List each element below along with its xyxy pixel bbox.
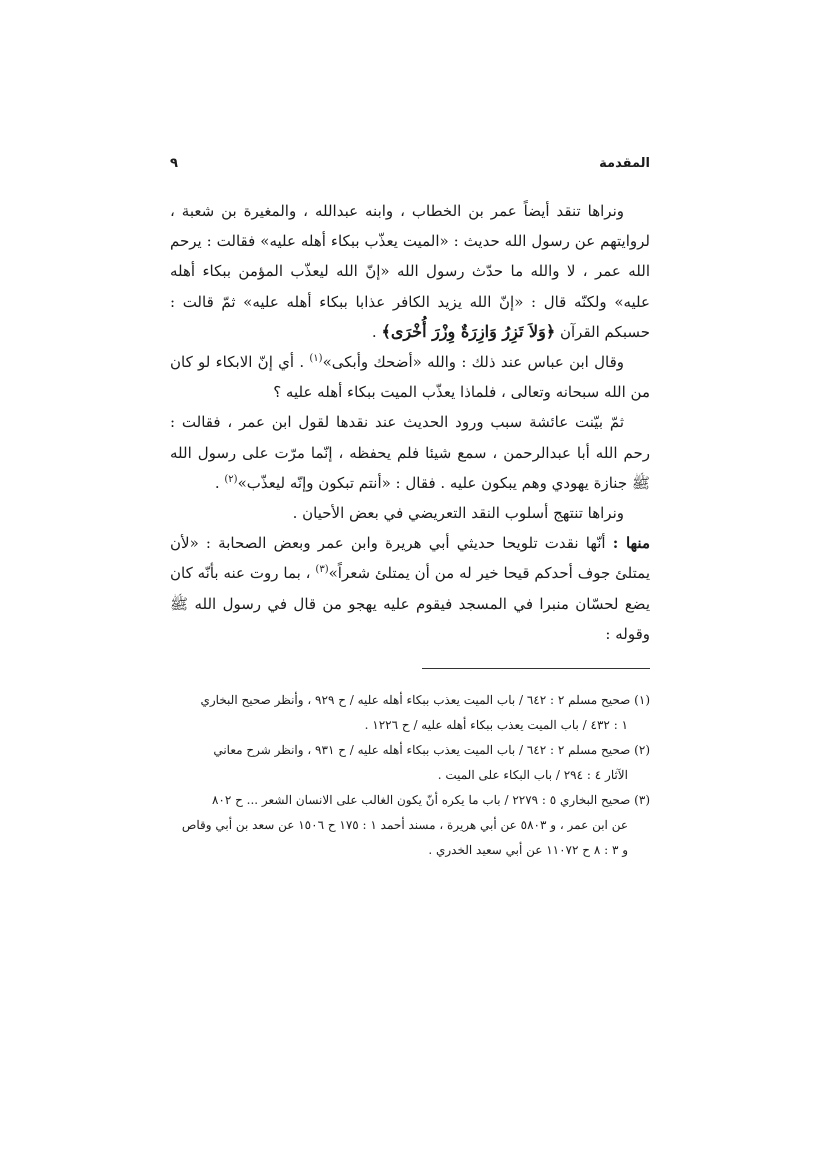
p5-line-2b: ، بما روت عنه بأنّه كان bbox=[170, 564, 316, 583]
paragraph-2 bbox=[170, 347, 650, 407]
footnote-3 bbox=[170, 788, 650, 863]
p1-line-3: الله عمر ، لا والله ما حدّث رسول الله «إنّ الله ليعذّب المؤمن ببكاء أهله عليه» bbox=[170, 262, 650, 311]
footnotes bbox=[170, 688, 650, 863]
p5-line-3: يضع لحسّان منبرا في المسجد فيقوم عليه يهجو من قال في رسول الله ﷺ وقوله : bbox=[170, 594, 650, 643]
page-number: ٩ bbox=[170, 155, 178, 171]
paragraph-1 bbox=[170, 196, 650, 347]
footnote-ref-2[interactable]: (٢) bbox=[224, 473, 238, 485]
main-text bbox=[170, 196, 650, 649]
p5-line-2a: يمتلئ جوف أحدكم قيحا خير له من أن يمتلئ شعراً» bbox=[328, 564, 650, 583]
paragraph-5 bbox=[170, 528, 650, 649]
footnote-3-line-3: و ٣ : ٨ ح ١١٠٧٢ عن أبي سعيد الخدري . bbox=[428, 843, 628, 857]
footnote-ref-1[interactable]: (١) bbox=[309, 353, 323, 365]
p3-line-3b: . bbox=[214, 473, 225, 492]
p2-line-1a: وقال ابن عباس عند ذلك : والله «أضحك وأبكى» bbox=[322, 353, 624, 372]
running-header bbox=[170, 150, 650, 176]
paragraph-3 bbox=[170, 407, 650, 498]
p3-line-1: ثمّ بيّنت عائشة سبب ورود الحديث عند نقدها لقول ابن عمر ، فقالت : bbox=[170, 413, 624, 432]
footnote-2-line-2: الآثار ٤ : ٢٩٤ / باب البكاء على الميت . bbox=[437, 768, 628, 782]
p3-line-2: رحم الله أبا عبدالرحمن ، سمع شيئا فلم يحفظه ، إنّما مرّت على رسول الله ﷺ bbox=[170, 443, 650, 492]
chapter-title: المقدمة bbox=[599, 155, 650, 171]
p1-line-2: لروايتهم عن رسول الله حديث : «الميت يعذّب ببكاء أهله عليه» فقالت : يرحم bbox=[170, 232, 650, 251]
p2-line-1b: . أي إنّ الابكاء لو bbox=[198, 353, 310, 372]
footnote-1 bbox=[170, 688, 650, 738]
p4-line-1: ونراها تنتهج أسلوب النقد التعريضي في بعض الأحيان . bbox=[292, 504, 624, 523]
p5-lead-word: منها : bbox=[612, 534, 650, 553]
p1-line-4: ولكنّه قال : «إنّ الله يزيد الكافر عذابا ببكاء أهله عليه» ثمّ قالت : حسبكم القرآن bbox=[170, 292, 650, 341]
quran-verse: ﴿وَلاَ تَزِرُ وَازِرَةٌ وِزْرَ أُخْرَى﴾ bbox=[381, 321, 556, 341]
footnote-1-line-2: ١ : ٤٣٢ / باب الميت يعذب ببكاء أهله عليه / ح ١٢٢٦ . bbox=[364, 718, 628, 732]
paragraph-4 bbox=[170, 498, 650, 528]
footnote-ref-3[interactable]: (٣) bbox=[315, 564, 329, 576]
p5-line-1: أنّها نقدت تلويحا حديثي أبي هريرة وابن عمر وبعض الصحابة : «لأن bbox=[170, 534, 613, 553]
footnote-3-line-2: عن ابن عمر ، و ٥٨٠٣ عن أبي هريرة ، مسند أحمد ١ : ١٧٥ ح ١٥٠٦ عن سعد بن أبي وقاص bbox=[181, 818, 628, 832]
footnote-3-line-1: (٣) صحيح البخاري ٥ : ٢٢٧٩ / باب ما يكره أنّ يكون الغالب على الانسان الشعر ... ح ٨٠٢ bbox=[211, 793, 650, 807]
p1-line-1: ونراها تنقد أيضاً عمر بن الخطاب ، وابنه عبدالله ، والمغيرة بن شعبة ، bbox=[170, 202, 624, 220]
footnote-2 bbox=[170, 738, 650, 788]
p1-end: . bbox=[371, 322, 382, 341]
footnote-separator bbox=[422, 668, 650, 669]
footnote-1-line-1: (١) صحيح مسلم ٢ : ٦٤٢ / باب الميت يعذب ببكاء أهله عليه / ح ٩٢٩ ، وأنظر صحيح البخاري bbox=[200, 693, 650, 707]
p2-line-2: كان من الله سبحانه وتعالى ، فلماذا يعذّب الميت ببكاء أهله عليه ؟ bbox=[170, 353, 650, 402]
footnote-2-line-1: (٢) صحيح مسلم ٢ : ٦٤٢ / باب الميت يعذب ببكاء أهله عليه / ح ٩٣١ ، وانظر شرح معاني bbox=[213, 743, 650, 757]
p3-line-3a: جنازة يهودي وهم يبكون عليه . فقال : «أنتم تبكون وإنّه ليعذّب» bbox=[237, 473, 628, 492]
